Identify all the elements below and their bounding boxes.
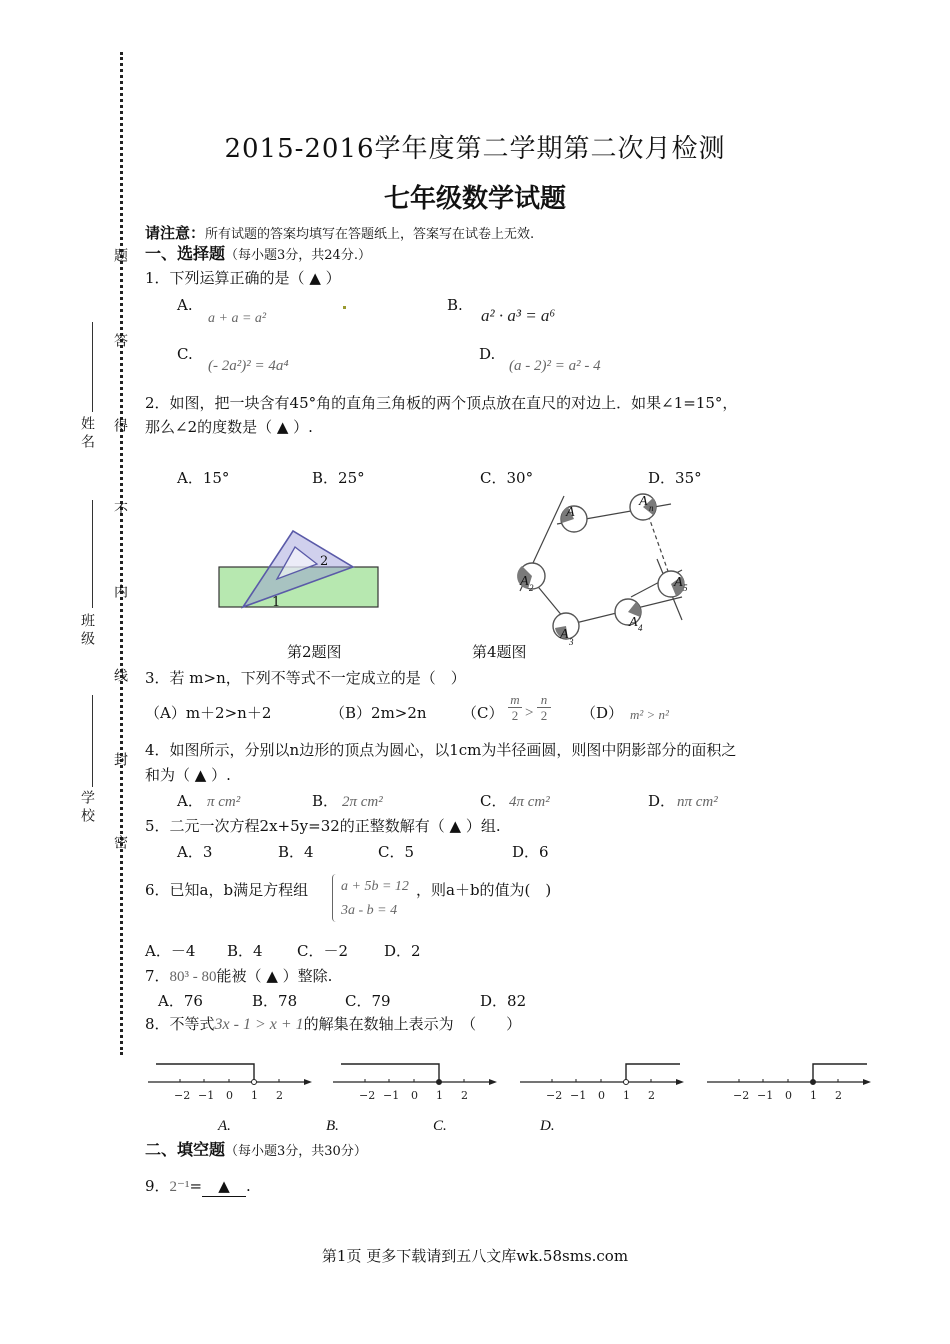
number-line-c	[520, 1060, 690, 1105]
q1-option-d-label: D.	[479, 345, 496, 363]
q1-option-b-label: B.	[447, 296, 463, 314]
tick-label: −1	[757, 1089, 774, 1102]
tick-label: −1	[198, 1089, 215, 1102]
school-label: 学校	[79, 790, 95, 826]
q7-math: 80³ - 80	[169, 969, 217, 985]
q4-option-c-label: C．	[480, 792, 507, 810]
q5-option-c: C．5	[378, 843, 415, 861]
point-an-sub: n	[649, 503, 654, 513]
q7-stem-pre: 7．	[145, 967, 170, 985]
q1-stem: 1．下列运算正确的是（ ▲ ）	[145, 269, 341, 287]
figure-4-polygon-circles	[510, 485, 700, 650]
figure-2-caption: 第2题图	[287, 643, 342, 661]
q6-option-c: C．－2	[297, 942, 349, 960]
tick-label: 0	[785, 1089, 792, 1102]
notice-text: 所有试题的答案均填写在答题纸上，答案写在试卷上无效.	[205, 227, 535, 242]
q8-stem-post: 的解集在数轴上表示为 （ ）	[303, 1015, 522, 1033]
tick-label: 2	[276, 1089, 283, 1102]
q4-option-a: π cm²	[207, 794, 241, 810]
q8-option-c: C.	[433, 1118, 447, 1134]
section-2-note: （每小题3分，共30分）	[225, 1144, 367, 1159]
q7-option-a: A．76	[158, 992, 203, 1010]
q3-option-c-label: （C）	[462, 704, 504, 722]
q7-stem-post: 能被（ ▲ ）整除.	[216, 967, 333, 985]
q6-option-d: D．2	[384, 942, 421, 960]
q4-option-a-label: A．	[177, 792, 203, 810]
angle-2-label: 2	[320, 554, 329, 569]
seal-char: 密	[112, 835, 128, 849]
tick-label: −1	[570, 1089, 587, 1102]
q8-stem-pre: 8．不等式	[145, 1015, 215, 1033]
q1-option-a: a + a = a²	[208, 311, 267, 326]
seal-char: 得	[112, 418, 128, 432]
q1-option-b: a² · a³ = a⁶	[481, 306, 556, 325]
section-1-title: 一、选择题	[145, 244, 226, 263]
q4-option-c: 4π cm²	[509, 794, 550, 810]
tick-label: 1	[623, 1089, 630, 1102]
section-1-heading	[145, 244, 371, 266]
point-a2: A	[520, 574, 529, 589]
section-1-note: （每小题3分，共24分.）	[225, 248, 371, 263]
notice-label: 请注意：	[145, 224, 206, 242]
point-a4-sub: 4	[638, 623, 643, 633]
tick-label: 0	[226, 1089, 233, 1102]
point-a3-sub: 3	[569, 637, 574, 647]
q3-option-d-label: （D）	[581, 704, 624, 722]
q5-option-d: D．6	[512, 843, 549, 861]
q2-line2: 那么∠2的度数是（ ▲ ）.	[145, 418, 313, 436]
q6-option-b: B．4	[227, 942, 263, 960]
q1-option-c-label: C.	[177, 345, 193, 363]
point-a3: A	[560, 627, 569, 642]
number-line-a	[148, 1060, 318, 1105]
tick-label: −2	[174, 1089, 191, 1102]
q1-option-d: (a - 2)² = a² - 4	[509, 358, 601, 374]
class-label: 班级	[79, 613, 95, 649]
q6-stem-post: ，则a＋b的值为( )	[416, 881, 552, 899]
tick-label: 1	[251, 1089, 258, 1102]
q8-option-a: A.	[218, 1118, 231, 1134]
page-title: 2015-2016学年度第二学期第二次月检测	[224, 134, 726, 164]
q2-option-b: B．25°	[312, 469, 365, 487]
q4-option-d-label: D．	[648, 792, 676, 810]
q5-option-a: A．3	[177, 843, 213, 861]
q2-option-c: C．30°	[480, 469, 534, 487]
q2-option-d: D．35°	[648, 469, 702, 487]
q6-option-a: A．－4	[145, 942, 196, 960]
seal-char: 题	[112, 248, 128, 262]
q3-option-d: m² > n²	[630, 707, 669, 722]
stray-dot	[343, 306, 346, 309]
seal-char: 封	[112, 752, 128, 766]
q4-option-d: nπ cm²	[677, 794, 718, 810]
point-an: A	[639, 494, 648, 509]
tick-label: −2	[546, 1089, 563, 1102]
q7-option-c: C．79	[345, 992, 391, 1010]
number-line-d	[707, 1060, 877, 1105]
tick-label: 2	[461, 1089, 468, 1102]
q6-eq2: 3a - b = 4	[341, 903, 398, 918]
tick-label: 1	[810, 1089, 817, 1102]
seal-char: 线	[112, 668, 128, 682]
figure-2-ruler-triangle	[210, 520, 390, 620]
q4-line1: 4．如图所示，分别以n边形的顶点为圆心，以1cm为半径画圆，则图中阴影部分的面积之	[145, 741, 737, 759]
q8-math: 3x - 1 > x + 1	[214, 1016, 304, 1033]
q3-c-den2: 2	[537, 707, 551, 723]
q3-option-c-frac1	[508, 692, 522, 723]
tick-label: 0	[598, 1089, 605, 1102]
q7-stem	[145, 966, 332, 987]
q6-eq1: a + 5b = 12	[341, 879, 409, 894]
q4-line2: 和为（ ▲ ）.	[145, 766, 231, 784]
q1-option-c: (- 2a²)² = 4a⁴	[208, 358, 289, 374]
class-field-line[interactable]	[92, 500, 93, 608]
q6-system-brace	[332, 874, 339, 922]
q9-stem-pre: 9．	[145, 1177, 170, 1195]
seal-char: 内	[112, 584, 128, 598]
q3-c-num2: n	[540, 692, 548, 707]
point-a5-sub: 5	[683, 583, 688, 593]
q5-stem: 5．二元一次方程2x+5y=32的正整数解有（ ▲ ）组.	[145, 817, 501, 835]
tick-label: −2	[733, 1089, 750, 1102]
figure-4-caption: 第4题图	[472, 643, 527, 661]
angle-1-label: 1	[272, 595, 281, 610]
q7-option-b: B．78	[252, 992, 298, 1010]
q9-stem	[145, 1176, 251, 1197]
q2-line1: 2．如图，把一块含有45°角的直角三角板的两个顶点放在直尺的对边上．如果∠1=15°，	[145, 394, 738, 412]
q1-option-a-label: A.	[177, 296, 193, 314]
q7-option-d: D．82	[480, 992, 527, 1010]
q4-option-b: 2π cm²	[342, 794, 383, 810]
number-line-b	[333, 1060, 503, 1105]
tick-label: 1	[436, 1089, 443, 1102]
tick-label: 0	[411, 1089, 418, 1102]
section-2-heading	[145, 1140, 367, 1162]
tick-label: 2	[648, 1089, 655, 1102]
q3-option-b: （B）2m>2n	[330, 704, 427, 722]
page-footer: 第1页 更多下载请到五八文库wk.58sms.com	[321, 1247, 629, 1265]
name-field-line[interactable]	[92, 322, 93, 412]
q5-option-b: B．4	[278, 843, 314, 861]
point-a1: A	[566, 505, 575, 520]
q3-c-gt: >	[525, 705, 534, 721]
section-2-title: 二、填空题	[145, 1140, 226, 1159]
tick-label: −1	[383, 1089, 400, 1102]
notice	[145, 223, 534, 245]
q2-option-a: A．15°	[177, 469, 230, 487]
q9-math: 2⁻¹	[169, 1179, 190, 1195]
q8-option-d: D.	[540, 1118, 555, 1134]
tick-label: −2	[359, 1089, 376, 1102]
q9-end: .	[246, 1177, 251, 1195]
q3-c-num1: m	[510, 692, 520, 707]
point-a2-sub: 2	[529, 583, 534, 593]
seal-char: 答	[112, 333, 128, 347]
q3-stem: 3．若 m>n，下列不等式不一定成立的是（ ）	[145, 669, 466, 687]
q8-option-b: B.	[326, 1118, 339, 1134]
q8-stem	[145, 1014, 521, 1035]
seal-char: 不	[112, 502, 128, 516]
tick-label: 2	[835, 1089, 842, 1102]
q9-answer-blank[interactable]: ▲	[202, 1176, 246, 1197]
q3-option-a: （A）m＋2>n＋2	[145, 704, 272, 722]
school-field-line[interactable]	[92, 695, 93, 787]
q4-option-b-label: B．	[312, 792, 339, 810]
q9-stem-post: =	[189, 1177, 203, 1195]
point-a4: A	[629, 615, 638, 630]
q6-stem-pre: 6．已知a，b满足方程组	[145, 881, 309, 899]
point-a5: A	[674, 575, 683, 590]
q3-c-den1: 2	[508, 707, 522, 723]
name-label: 姓名	[79, 416, 95, 452]
q3-option-c-frac2	[537, 692, 551, 723]
page-subtitle: 七年级数学试题	[383, 184, 566, 214]
